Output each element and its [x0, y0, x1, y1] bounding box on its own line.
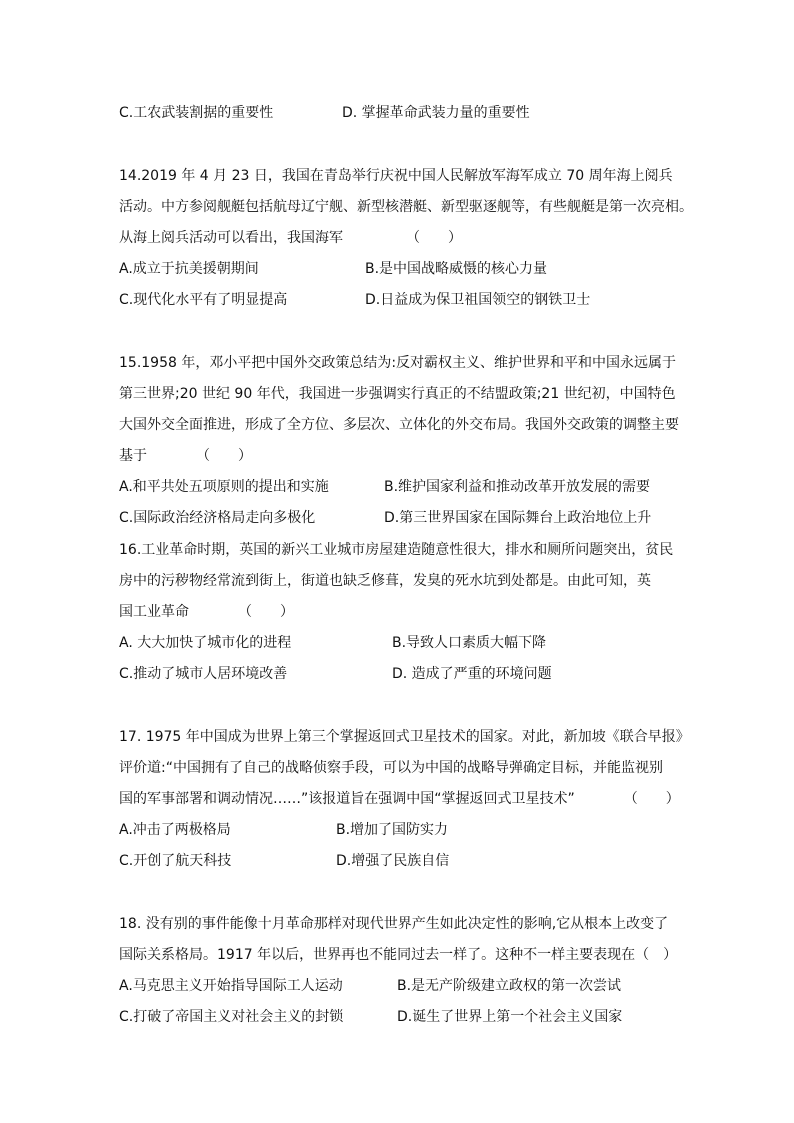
q14-option-a: A.成立于抗美援朝期间: [119, 261, 259, 277]
q16-stem-line1: 16.工业革命时期，英国的新兴工业城市房屋建造随意性很大，排水和厕所问题突出，贫民: [119, 542, 674, 558]
q18-stem-line1: 18. 没有别的事件能像十月革命那样对现代世界产生如此决定性的影响,它从根本上改变了: [119, 916, 669, 932]
q17-option-d: D.增强了民族自信: [336, 853, 450, 869]
q15-stem-line4: 基于 （ ）: [119, 448, 252, 464]
q18-option-a: A.马克思主义开始指导国际工人运动: [119, 978, 343, 994]
q15-option-b: B.维护国家利益和推动改革开放发展的需要: [384, 479, 651, 495]
q15-option-d: D.第三世界国家在国际舞台上政治地位上升: [384, 510, 652, 526]
q17-stem-line1: 17. 1975 年中国成为世界上第三个掌握返回式卫星技术的国家。对此，新加坡《联合早报》: [119, 729, 690, 745]
q18-option-c: C.打破了帝国主义对社会主义的封锁: [119, 1009, 344, 1025]
q16-option-a: A. 大大加快了城市化的进程: [119, 635, 292, 651]
q13-option-c: C.工农武装割据的重要性: [119, 105, 274, 121]
q15-option-c: C.国际政治经济格局走向多极化: [119, 510, 316, 526]
q17-option-b: B.增加了国防实力: [336, 822, 449, 838]
q18-option-b: B.是无产阶级建立政权的第一次尝试: [397, 978, 622, 994]
q16-option-c: C.推动了城市人居环境改善: [119, 666, 288, 682]
q16-stem-line2: 房中的污秽物经常流到街上，街道也缺乏修葺，发臭的死水坑到处都是。由此可知，英: [119, 573, 651, 589]
q14-option-d: D.日益成为保卫祖国领空的钢铁卫士: [365, 292, 591, 308]
q18-stem-line2: 国际关系格局。1917 年以后，世界再也不能同过去一样了。这种不一样主要表现在（ ）: [119, 947, 678, 963]
q14-stem-line2: 活动。中方参阅舰艇包括航母辽宁舰、新型核潜艇、新型驱逐舰等，有些舰艇是第一次亮相。: [119, 199, 693, 215]
q14-option-b: B.是中国战略威慑的核心力量: [365, 261, 548, 277]
q17-stem-line2: 评价道:“中国拥有了自己的战略侦察手段，可以为中国的战略导弹确定目标，并能监视别: [119, 760, 663, 776]
q16-stem-line3: 国工业革命 （ ）: [119, 604, 294, 620]
q18-option-d: D.诞生了世界上第一个社会主义国家: [397, 1009, 623, 1025]
q15-stem-line3: 大国外交全面推进，形成了全方位、多层次、立体化的外交布局。我国外交政策的调整主要: [119, 417, 679, 433]
q17-stem-line3: 国的军事部署和调动情况……”该报道旨在强调中国“掌握返回式卫星技术” （ ）: [119, 791, 680, 807]
q15-stem-line2: 第三世界;20 世纪 90 年代，我国进一步强调实行真正的不结盟政策;21 世纪初，中国特色: [119, 386, 676, 402]
q14-stem-line3: 从海上阅兵活动可以看出，我国海军 （ ）: [119, 230, 462, 246]
q13-option-d: D. 掌握革命武装力量的重要性: [342, 105, 530, 121]
q17-option-a: A.冲击了两极格局: [119, 822, 231, 838]
q17-option-c: C.开创了航天科技: [119, 853, 232, 869]
q16-option-d: D. 造成了严重的环境问题: [392, 666, 552, 682]
q14-option-c: C.现代化水平有了明显提高: [119, 292, 288, 308]
q14-stem-line1: 14.2019 年 4 月 23 日，我国在青岛举行庆祝中国人民解放军海军成立 70 周年海上阅兵: [119, 168, 673, 184]
q15-option-a: A.和平共处五项原则的提出和实施: [119, 479, 329, 495]
q15-stem-line1: 15.1958 年，邓小平把中国外交政策总结为:反对霸权主义、维护世界和平和中国永远属于: [119, 355, 677, 371]
q16-option-b: B.导致人口素质大幅下降: [392, 635, 547, 651]
